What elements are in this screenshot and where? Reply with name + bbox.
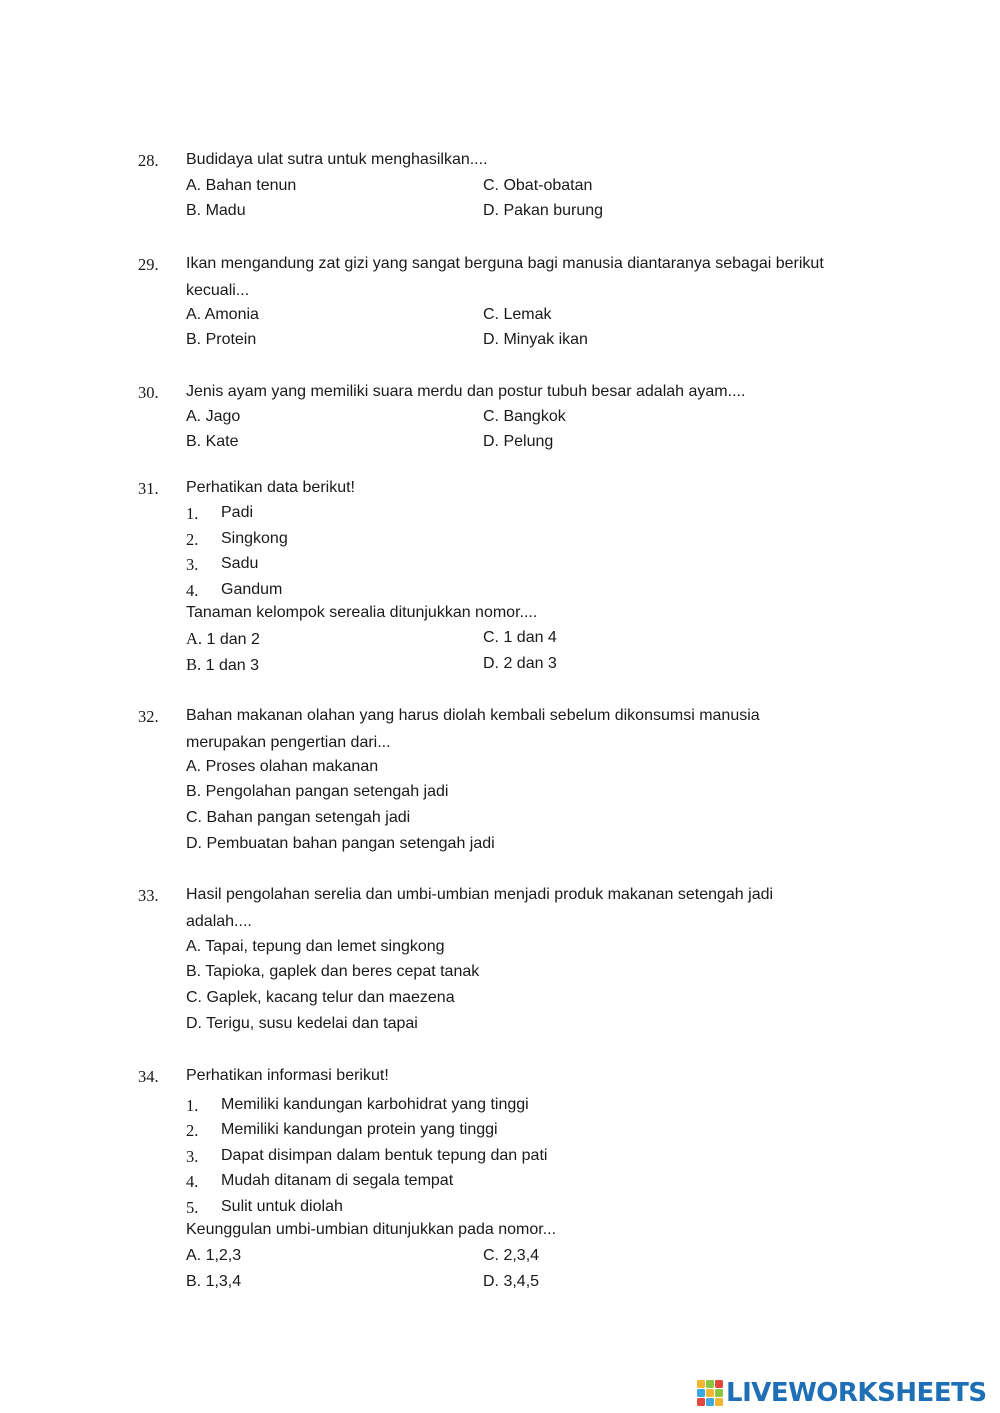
option-a[interactable]: A. Proses olahan makanan [186, 758, 379, 775]
option-a[interactable]: A. Bahan tenun [186, 177, 297, 194]
option-d[interactable]: D. Minyak ikan [483, 331, 588, 348]
option-a[interactable] [186, 629, 260, 649]
option-d[interactable]: D. 2 dan 3 [483, 655, 557, 672]
question-text: Perhatikan informasi berikut! [186, 1067, 389, 1084]
question-text-continued: merupakan pengertian dari... [186, 734, 391, 751]
option-b[interactable]: B. 1,3,4 [186, 1273, 242, 1290]
list-item: Memiliki kandungan karbohidrat yang tinggi [221, 1096, 529, 1113]
question-number: 30. [138, 383, 159, 402]
question-number: 33. [138, 886, 159, 905]
option-c[interactable]: C. 2,3,4 [483, 1247, 540, 1264]
option-letter: A. [186, 629, 203, 648]
question-text: Budidaya ulat sutra untuk menghasilkan.... [186, 151, 488, 168]
option-c[interactable]: C. Obat-obatan [483, 177, 593, 194]
option-d[interactable]: D. Pakan burung [483, 202, 604, 219]
option-a[interactable]: A. Tapai, tepung dan lemet singkong [186, 938, 445, 955]
list-item-number: 3. [186, 1147, 199, 1166]
option-d[interactable]: D. Pelung [483, 433, 554, 450]
list-item: Sulit untuk diolah [221, 1198, 343, 1215]
option-text: 1 dan 3 [205, 657, 259, 674]
question-number: 34. [138, 1067, 159, 1086]
option-a[interactable]: A. 1,2,3 [186, 1247, 242, 1264]
list-item-number: 2. [186, 1121, 199, 1140]
option-c[interactable]: C. Lemak [483, 306, 552, 323]
option-a[interactable]: A. Amonia [186, 306, 259, 323]
option-c[interactable]: C. Gaplek, kacang telur dan maezena [186, 989, 455, 1006]
list-item: Padi [221, 504, 254, 521]
list-item-number: 1. [186, 504, 199, 523]
list-item-number: 2. [186, 530, 199, 549]
question-text-continued: kecuali... [186, 282, 250, 299]
list-item-number: 5. [186, 1198, 199, 1217]
question-number: 31. [138, 479, 159, 498]
question-text: Hasil pengolahan serelia dan umbi-umbian menjadi produk makanan setengah jadi [186, 886, 774, 903]
question-text: Ikan mengandung zat gizi yang sangat berguna bagi manusia diantaranya sebagai berikut [186, 255, 824, 272]
option-b[interactable]: B. Kate [186, 433, 239, 450]
question-text: Perhatikan data berikut! [186, 479, 355, 496]
list-item-number: 1. [186, 1096, 199, 1115]
list-item: Mudah ditanam di segala tempat [221, 1172, 454, 1189]
list-item: Singkong [221, 530, 288, 547]
list-item: Gandum [221, 581, 283, 598]
option-d[interactable]: D. 3,4,5 [483, 1273, 540, 1290]
list-item: Dapat disimpan dalam bentuk tepung dan pati [221, 1147, 548, 1164]
question-text: Jenis ayam yang memiliki suara merdu dan postur tubuh besar adalah ayam.... [186, 383, 746, 400]
question-number: 29. [138, 255, 159, 274]
option-c[interactable]: C. Bangkok [483, 408, 566, 425]
list-item-number: 4. [186, 581, 199, 600]
question-prompt: Keunggulan umbi-umbian ditunjukkan pada nomor... [186, 1221, 557, 1238]
option-b[interactable]: B. Pengolahan pangan setengah jadi [186, 783, 449, 800]
question-number: 28. [138, 151, 159, 170]
option-c[interactable]: C. 1 dan 4 [483, 629, 557, 646]
list-item-number: 3. [186, 555, 199, 574]
list-item-number: 4. [186, 1172, 199, 1191]
option-text: 1 dan 2 [206, 631, 260, 648]
option-letter: B. [186, 655, 202, 674]
option-d[interactable]: D. Terigu, susu kedelai dan tapai [186, 1015, 418, 1032]
option-d[interactable]: D. Pembuatan bahan pangan setengah jadi [186, 835, 495, 852]
option-c[interactable]: C. Bahan pangan setengah jadi [186, 809, 411, 826]
option-a[interactable]: A. Jago [186, 408, 241, 425]
list-item: Memiliki kandungan protein yang tinggi [221, 1121, 498, 1138]
liveworksheets-logo [697, 1378, 993, 1408]
list-item: Sadu [221, 555, 259, 572]
option-b[interactable] [186, 655, 259, 675]
question-number: 32. [138, 707, 159, 726]
question-text-continued: adalah.... [186, 913, 252, 930]
option-b[interactable]: B. Madu [186, 202, 246, 219]
liveworksheets-logo-icon [697, 1380, 723, 1406]
question-prompt: Tanaman kelompok serealia ditunjukkan nomor.... [186, 604, 538, 621]
question-text: Bahan makanan olahan yang harus diolah kembali sebelum dikonsumsi manusia [186, 707, 760, 724]
option-b[interactable]: B. Protein [186, 331, 257, 348]
option-b[interactable]: B. Tapioka, gaplek dan beres cepat tanak [186, 963, 480, 980]
logo-text: LIVEWORKSHEETS [726, 1378, 987, 1408]
